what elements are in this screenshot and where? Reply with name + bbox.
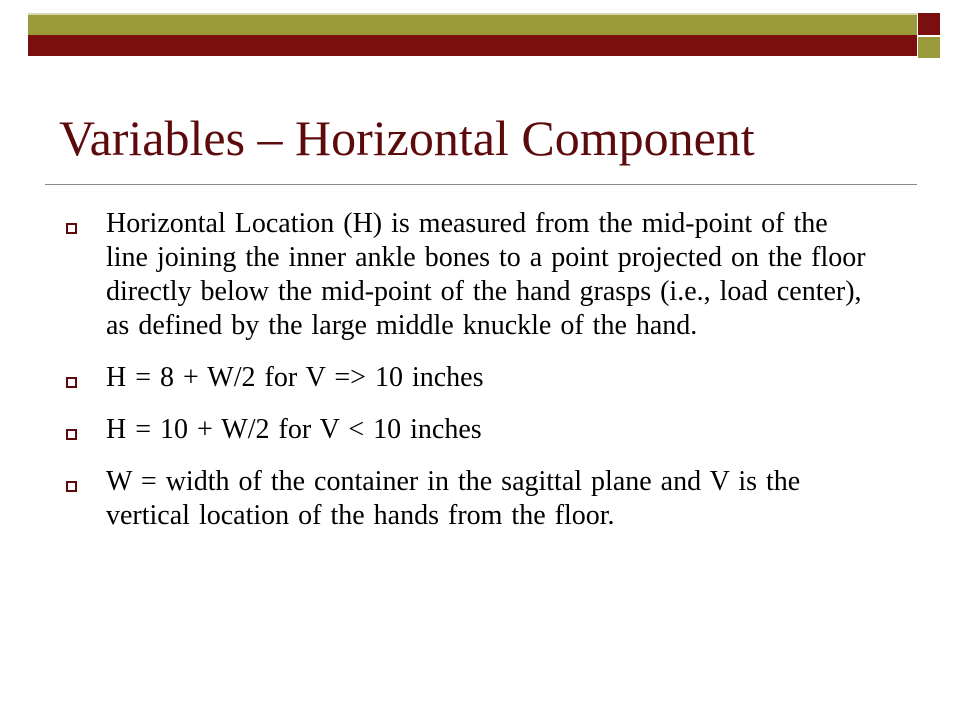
bullet-item — [58, 413, 878, 447]
bullet-list — [58, 207, 878, 551]
corner-block-olive — [918, 37, 940, 58]
bullet-item — [58, 361, 878, 395]
bullet-text: W = width of the container in the sagittal plane and V is the vertical location of the hands from the floor. — [106, 466, 801, 531]
title-divider — [45, 184, 917, 185]
slide-title: Variables – Horizontal Component — [59, 110, 755, 166]
bullet-text: H = 10 + W/2 for V < 10 inches — [106, 414, 482, 445]
bullet-item — [58, 207, 878, 343]
header-band-highlight — [28, 13, 917, 15]
hollow-square-bullet-icon — [66, 377, 77, 388]
bullet-item — [58, 465, 878, 533]
hollow-square-bullet-icon — [66, 429, 77, 440]
hollow-square-bullet-icon — [66, 481, 77, 492]
header-band-maroon — [28, 35, 917, 56]
bullet-text: Horizontal Location (H) is measured from the mid-point of the line joining the inner ankle bones to a point projected on the floor directly below the mid-point of the hand grasps (i.e., load center), as defined by the large middle knuckle of the hand. — [106, 208, 866, 341]
hollow-square-bullet-icon — [66, 223, 77, 234]
header-band-olive — [28, 13, 917, 35]
bullet-text: H = 8 + W/2 for V => 10 inches — [106, 362, 484, 393]
corner-block-maroon — [918, 13, 940, 35]
